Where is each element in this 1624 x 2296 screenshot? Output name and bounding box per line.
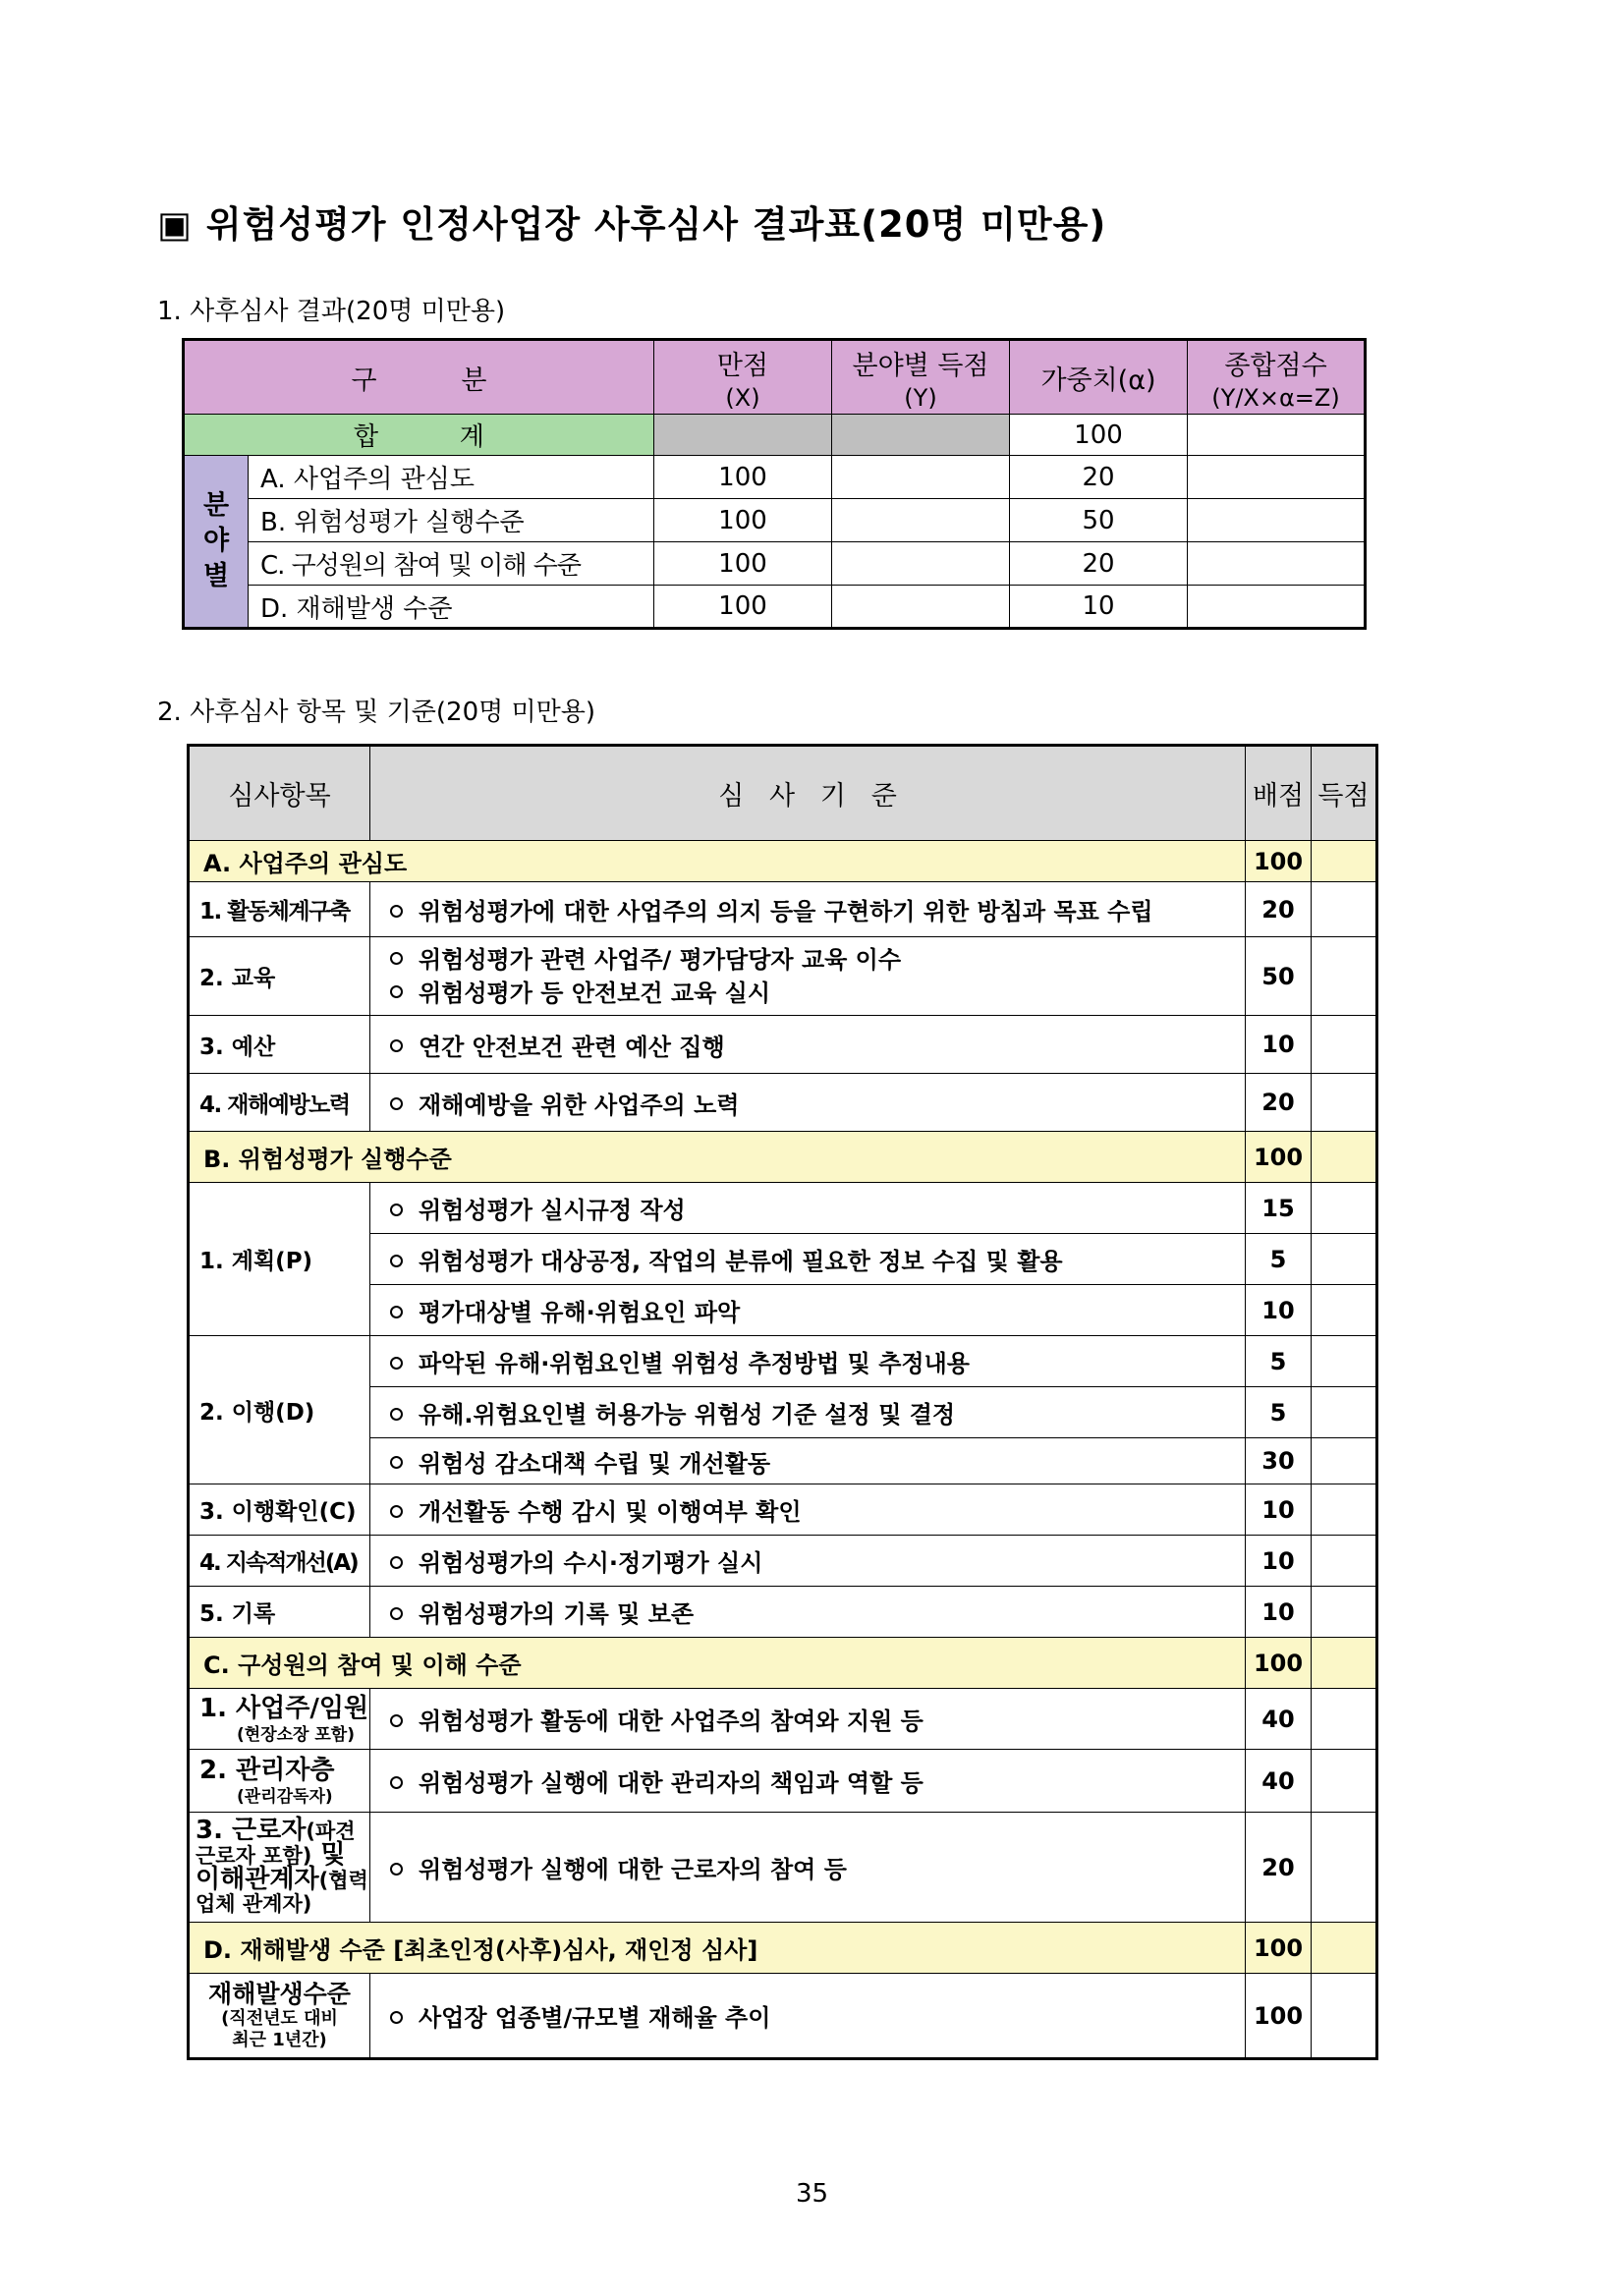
bullet-icon xyxy=(390,1556,403,1569)
criteria-b4-text: 위험성평가의 수시·정기평가 실시 xyxy=(419,1549,763,1577)
bullet-icon xyxy=(390,1863,403,1876)
item-b4: 4. 지속적개선(A) xyxy=(189,1536,370,1587)
criteria-a2-text1: 위험성평가 관련 사업주/ 평가담당자 교육 이수 xyxy=(419,945,902,974)
score-b2-1 xyxy=(1312,1336,1377,1387)
results-row-b xyxy=(184,499,1366,542)
item-a2: 2. 교육 xyxy=(189,937,370,1016)
row-a-field xyxy=(832,456,1010,499)
bullet-icon xyxy=(390,1714,403,1727)
score-b1-1 xyxy=(1312,1183,1377,1234)
item-c3-e: (협력업체 관계자) xyxy=(196,1869,368,1916)
item-b1: 1. 계획(P) xyxy=(189,1183,370,1336)
row-d-field xyxy=(832,586,1010,629)
header-score: 득점 xyxy=(1312,746,1377,841)
bullet-icon xyxy=(390,1204,403,1216)
item-c3-b: (파견 근로자 포함) xyxy=(196,1820,356,1868)
points-c1: 40 xyxy=(1246,1689,1312,1750)
score-a4 xyxy=(1312,1074,1377,1132)
criteria-c3-text: 위험성평가 실행에 대한 근로자의 참여 등 xyxy=(419,1856,847,1883)
criteria-a2-line2 xyxy=(390,977,1245,1010)
criteria-a4-text: 재해예방을 위한 사업주의 노력 xyxy=(419,1091,740,1119)
item-d1 xyxy=(189,1974,370,2059)
header-criteria: 심 사 기 준 xyxy=(370,746,1246,841)
criteria-d1 xyxy=(370,1974,1246,2059)
bullet-icon xyxy=(390,1456,403,1469)
points-a3: 10 xyxy=(1246,1016,1312,1074)
criteria-row-c2 xyxy=(189,1750,1377,1813)
side-char-1: 분 xyxy=(202,490,230,521)
category-b-points: 100 xyxy=(1246,1132,1312,1183)
criteria-b5-text: 위험성평가의 기록 및 보존 xyxy=(419,1600,695,1628)
category-a-label: A. 사업주의 관심도 xyxy=(189,841,1246,882)
category-c-label: C. 구성원의 참여 및 이해 수준 xyxy=(189,1638,1246,1689)
total-score-cell xyxy=(1188,415,1366,456)
row-a-weight: 20 xyxy=(1010,456,1188,499)
score-b2-2 xyxy=(1312,1387,1377,1438)
row-c-label: C. 구성원의 참여 및 이해 수준 xyxy=(249,542,654,586)
row-b-field xyxy=(832,499,1010,542)
item-d1-label: 재해발생수준 xyxy=(208,1979,351,2008)
criteria-b2-1-text: 파악된 유해·위험요인별 위험성 추정방법 및 추정내용 xyxy=(419,1350,970,1377)
score-a1 xyxy=(1312,882,1377,937)
header-max-label: 만점 xyxy=(716,350,769,381)
criteria-a1 xyxy=(370,882,1246,937)
category-row-b xyxy=(189,1132,1377,1183)
points-b3: 10 xyxy=(1246,1484,1312,1536)
results-total-row xyxy=(184,415,1366,456)
criteria-b1-3 xyxy=(370,1285,1246,1336)
score-d1 xyxy=(1312,1974,1377,2059)
header-item: 심사항목 xyxy=(189,746,370,841)
criteria-a4 xyxy=(370,1074,1246,1132)
item-c2 xyxy=(189,1750,370,1813)
side-char-2: 야 xyxy=(202,526,230,556)
criteria-a2-line1 xyxy=(390,943,1245,977)
points-b1-3: 10 xyxy=(1246,1285,1312,1336)
criteria-row-c1 xyxy=(189,1689,1377,1750)
row-d-max: 100 xyxy=(654,586,832,629)
category-a-points: 100 xyxy=(1246,841,1312,882)
item-c2-sub: (관리감독자) xyxy=(237,1786,333,1807)
criteria-b1-1 xyxy=(370,1183,1246,1234)
score-c3 xyxy=(1312,1813,1377,1923)
bullet-icon xyxy=(390,2011,403,2024)
row-c-total xyxy=(1188,542,1366,586)
category-row-c xyxy=(189,1638,1377,1689)
criteria-table xyxy=(187,744,1378,2060)
header-max-sub: (X) xyxy=(725,383,760,412)
header-field-label: 분야별 득점 xyxy=(852,350,989,381)
criteria-c2 xyxy=(370,1750,1246,1813)
row-c-field xyxy=(832,542,1010,586)
bullet-icon xyxy=(390,1097,403,1110)
item-c3-d: 이해관계자 xyxy=(196,1865,319,1894)
bullet-icon xyxy=(390,952,403,965)
row-b-max: 100 xyxy=(654,499,832,542)
section-title-criteria: 2. 사후심사 항목 및 기준(20명 미만용) xyxy=(157,698,596,727)
header-field-score xyxy=(832,340,1010,415)
score-a3 xyxy=(1312,1016,1377,1074)
points-a4: 20 xyxy=(1246,1074,1312,1132)
row-b-weight: 50 xyxy=(1010,499,1188,542)
criteria-row-a2 xyxy=(189,937,1377,1016)
bullet-icon xyxy=(390,1607,403,1620)
score-b5 xyxy=(1312,1587,1377,1638)
criteria-b2-2-text: 유해.위험요인별 허용가능 위험성 기준 설정 및 결정 xyxy=(419,1401,956,1428)
score-c1 xyxy=(1312,1689,1377,1750)
total-label: 합 계 xyxy=(184,415,654,456)
criteria-a3 xyxy=(370,1016,1246,1074)
points-a2: 50 xyxy=(1246,937,1312,1016)
criteria-b1-3-text: 평가대상별 유해·위험요인 파악 xyxy=(419,1299,741,1326)
criteria-c1 xyxy=(370,1689,1246,1750)
category-d-score xyxy=(1312,1923,1377,1974)
total-weight: 100 xyxy=(1010,415,1188,456)
row-d-total xyxy=(1188,586,1366,629)
points-b5: 10 xyxy=(1246,1587,1312,1638)
category-row-d xyxy=(189,1923,1377,1974)
criteria-c3 xyxy=(370,1813,1246,1923)
category-d-label: D. 재해발생 수준 [최초인정(사후)심사, 재인정 심사] xyxy=(189,1923,1246,1974)
criteria-row-b5 xyxy=(189,1587,1377,1638)
points-c2: 40 xyxy=(1246,1750,1312,1813)
criteria-row-a4 xyxy=(189,1074,1377,1132)
score-b3 xyxy=(1312,1484,1377,1536)
category-c-score xyxy=(1312,1638,1377,1689)
bullet-icon xyxy=(390,1306,403,1318)
category-a-score xyxy=(1312,841,1377,882)
bullet-icon xyxy=(390,1776,403,1789)
bullet-icon xyxy=(390,905,403,918)
header-max-score xyxy=(654,340,832,415)
criteria-c2-text: 위험성평가 실행에 대한 관리자의 책임과 역할 등 xyxy=(419,1769,924,1797)
row-b-total xyxy=(1188,499,1366,542)
item-c1 xyxy=(189,1689,370,1750)
criteria-d1-text: 사업장 업종별/규모별 재해율 추이 xyxy=(419,2004,771,2032)
criteria-row-a3 xyxy=(189,1016,1377,1074)
item-c1-label: 1. 사업주/임원 xyxy=(199,1693,369,1723)
row-b-label: B. 위험성평가 실행수준 xyxy=(249,499,654,542)
criteria-a2-text2: 위험성평가 등 안전보건 교육 실시 xyxy=(419,979,770,1007)
points-b2-2: 5 xyxy=(1246,1387,1312,1438)
criteria-row-b1-1 xyxy=(189,1183,1377,1234)
criteria-b2-1 xyxy=(370,1336,1246,1387)
points-b2-3: 30 xyxy=(1246,1438,1312,1484)
results-row-c xyxy=(184,542,1366,586)
points-d1: 100 xyxy=(1246,1974,1312,2059)
total-max-cell xyxy=(654,415,832,456)
total-field-cell xyxy=(832,415,1010,456)
row-d-weight: 10 xyxy=(1010,586,1188,629)
item-c3 xyxy=(189,1813,370,1923)
criteria-row-c3 xyxy=(189,1813,1377,1923)
row-c-weight: 20 xyxy=(1010,542,1188,586)
row-a-max: 100 xyxy=(654,456,832,499)
criteria-b1-2 xyxy=(370,1234,1246,1285)
category-b-score xyxy=(1312,1132,1377,1183)
item-b5: 5. 기록 xyxy=(189,1587,370,1638)
criteria-b5 xyxy=(370,1587,1246,1638)
item-b3: 3. 이행확인(C) xyxy=(189,1484,370,1536)
header-total-sub: (Y/X×α=Z) xyxy=(1211,383,1340,412)
criteria-b1-2-text: 위험성평가 대상공정, 작업의 분류에 필요한 정보 수집 및 활용 xyxy=(419,1248,1063,1275)
item-b2: 2. 이행(D) xyxy=(189,1336,370,1484)
criteria-b2-2 xyxy=(370,1387,1246,1438)
header-category: 구 분 xyxy=(184,340,654,415)
bullet-icon xyxy=(390,1408,403,1421)
category-b-label: B. 위험성평가 실행수준 xyxy=(189,1132,1246,1183)
section-title-results: 1. 사후심사 결과(20명 미만용) xyxy=(157,297,506,326)
category-row-a xyxy=(189,841,1377,882)
page-number: 35 xyxy=(795,2179,829,2209)
points-b1-1: 15 xyxy=(1246,1183,1312,1234)
criteria-row-a1 xyxy=(189,882,1377,937)
criteria-row-b4 xyxy=(189,1536,1377,1587)
bullet-icon xyxy=(390,1505,403,1518)
points-b2-1: 5 xyxy=(1246,1336,1312,1387)
criteria-b3-text: 개선활동 수행 감시 및 이행여부 확인 xyxy=(419,1498,802,1526)
header-field-sub: (Y) xyxy=(904,383,937,412)
header-total-label: 종합점수 xyxy=(1224,350,1327,381)
row-a-total xyxy=(1188,456,1366,499)
category-d-points: 100 xyxy=(1246,1923,1312,1974)
criteria-b1-1-text: 위험성평가 실시규정 작성 xyxy=(419,1197,686,1224)
item-a4: 4. 재해예방노력 xyxy=(189,1074,370,1132)
item-c2-label: 2. 관리자층 xyxy=(199,1755,335,1785)
points-b1-2: 5 xyxy=(1246,1234,1312,1285)
criteria-a2 xyxy=(370,937,1246,1016)
item-c1-sub: (현장소장 포함) xyxy=(237,1724,355,1745)
score-b1-3 xyxy=(1312,1285,1377,1336)
criteria-b3 xyxy=(370,1484,1246,1536)
header-total xyxy=(1188,340,1366,415)
row-a-label: A. 사업주의 관심도 xyxy=(249,456,654,499)
side-char-3: 별 xyxy=(202,561,230,591)
field-side-label xyxy=(184,456,249,629)
score-a2 xyxy=(1312,937,1377,1016)
criteria-header-row xyxy=(189,746,1377,841)
results-header-row xyxy=(184,340,1366,415)
points-c3: 20 xyxy=(1246,1813,1312,1923)
criteria-c1-text: 위험성평가 활동에 대한 사업주의 참여와 지원 등 xyxy=(419,1708,924,1735)
row-d-label: D. 재해발생 수준 xyxy=(249,586,654,629)
bullet-icon xyxy=(390,1255,403,1267)
score-c2 xyxy=(1312,1750,1377,1813)
header-weight: 가중치(α) xyxy=(1010,340,1188,415)
results-row-d xyxy=(184,586,1366,629)
score-b2-3 xyxy=(1312,1438,1377,1484)
page-title: ▣ 위험성평가 인정사업장 사후심사 결과표(20명 미만용) xyxy=(157,203,1107,246)
item-a1: 1. 활동체계구축 xyxy=(189,882,370,937)
bullet-icon xyxy=(390,985,403,998)
criteria-row-b2-1 xyxy=(189,1336,1377,1387)
header-points: 배점 xyxy=(1246,746,1312,841)
criteria-row-d1 xyxy=(189,1974,1377,2059)
item-a3: 3. 예산 xyxy=(189,1016,370,1074)
criteria-row-b3 xyxy=(189,1484,1377,1536)
bullet-icon xyxy=(390,1357,403,1370)
results-row-a xyxy=(184,456,1366,499)
item-d1-sub1: (직전년도 대비 xyxy=(221,2007,338,2029)
criteria-a3-text: 연간 안전보건 관련 예산 집행 xyxy=(419,1033,725,1061)
bullet-icon xyxy=(390,1039,403,1052)
criteria-b2-3 xyxy=(370,1438,1246,1484)
criteria-a1-text: 위험성평가에 대한 사업주의 의지 등을 구현하기 위한 방침과 목표 수립 xyxy=(419,898,1153,925)
results-table xyxy=(182,338,1367,630)
row-c-max: 100 xyxy=(654,542,832,586)
criteria-b4 xyxy=(370,1536,1246,1587)
score-b1-2 xyxy=(1312,1234,1377,1285)
score-b4 xyxy=(1312,1536,1377,1587)
item-c3-c: 및 xyxy=(311,1840,346,1870)
item-c3-a: 3. 근로자 xyxy=(196,1816,307,1845)
criteria-b2-3-text: 위험성 감소대책 수립 및 개선활동 xyxy=(419,1449,770,1478)
item-d1-sub2: 최근 1년간) xyxy=(232,2029,327,2050)
points-b4: 10 xyxy=(1246,1536,1312,1587)
points-a1: 20 xyxy=(1246,882,1312,937)
category-c-points: 100 xyxy=(1246,1638,1312,1689)
